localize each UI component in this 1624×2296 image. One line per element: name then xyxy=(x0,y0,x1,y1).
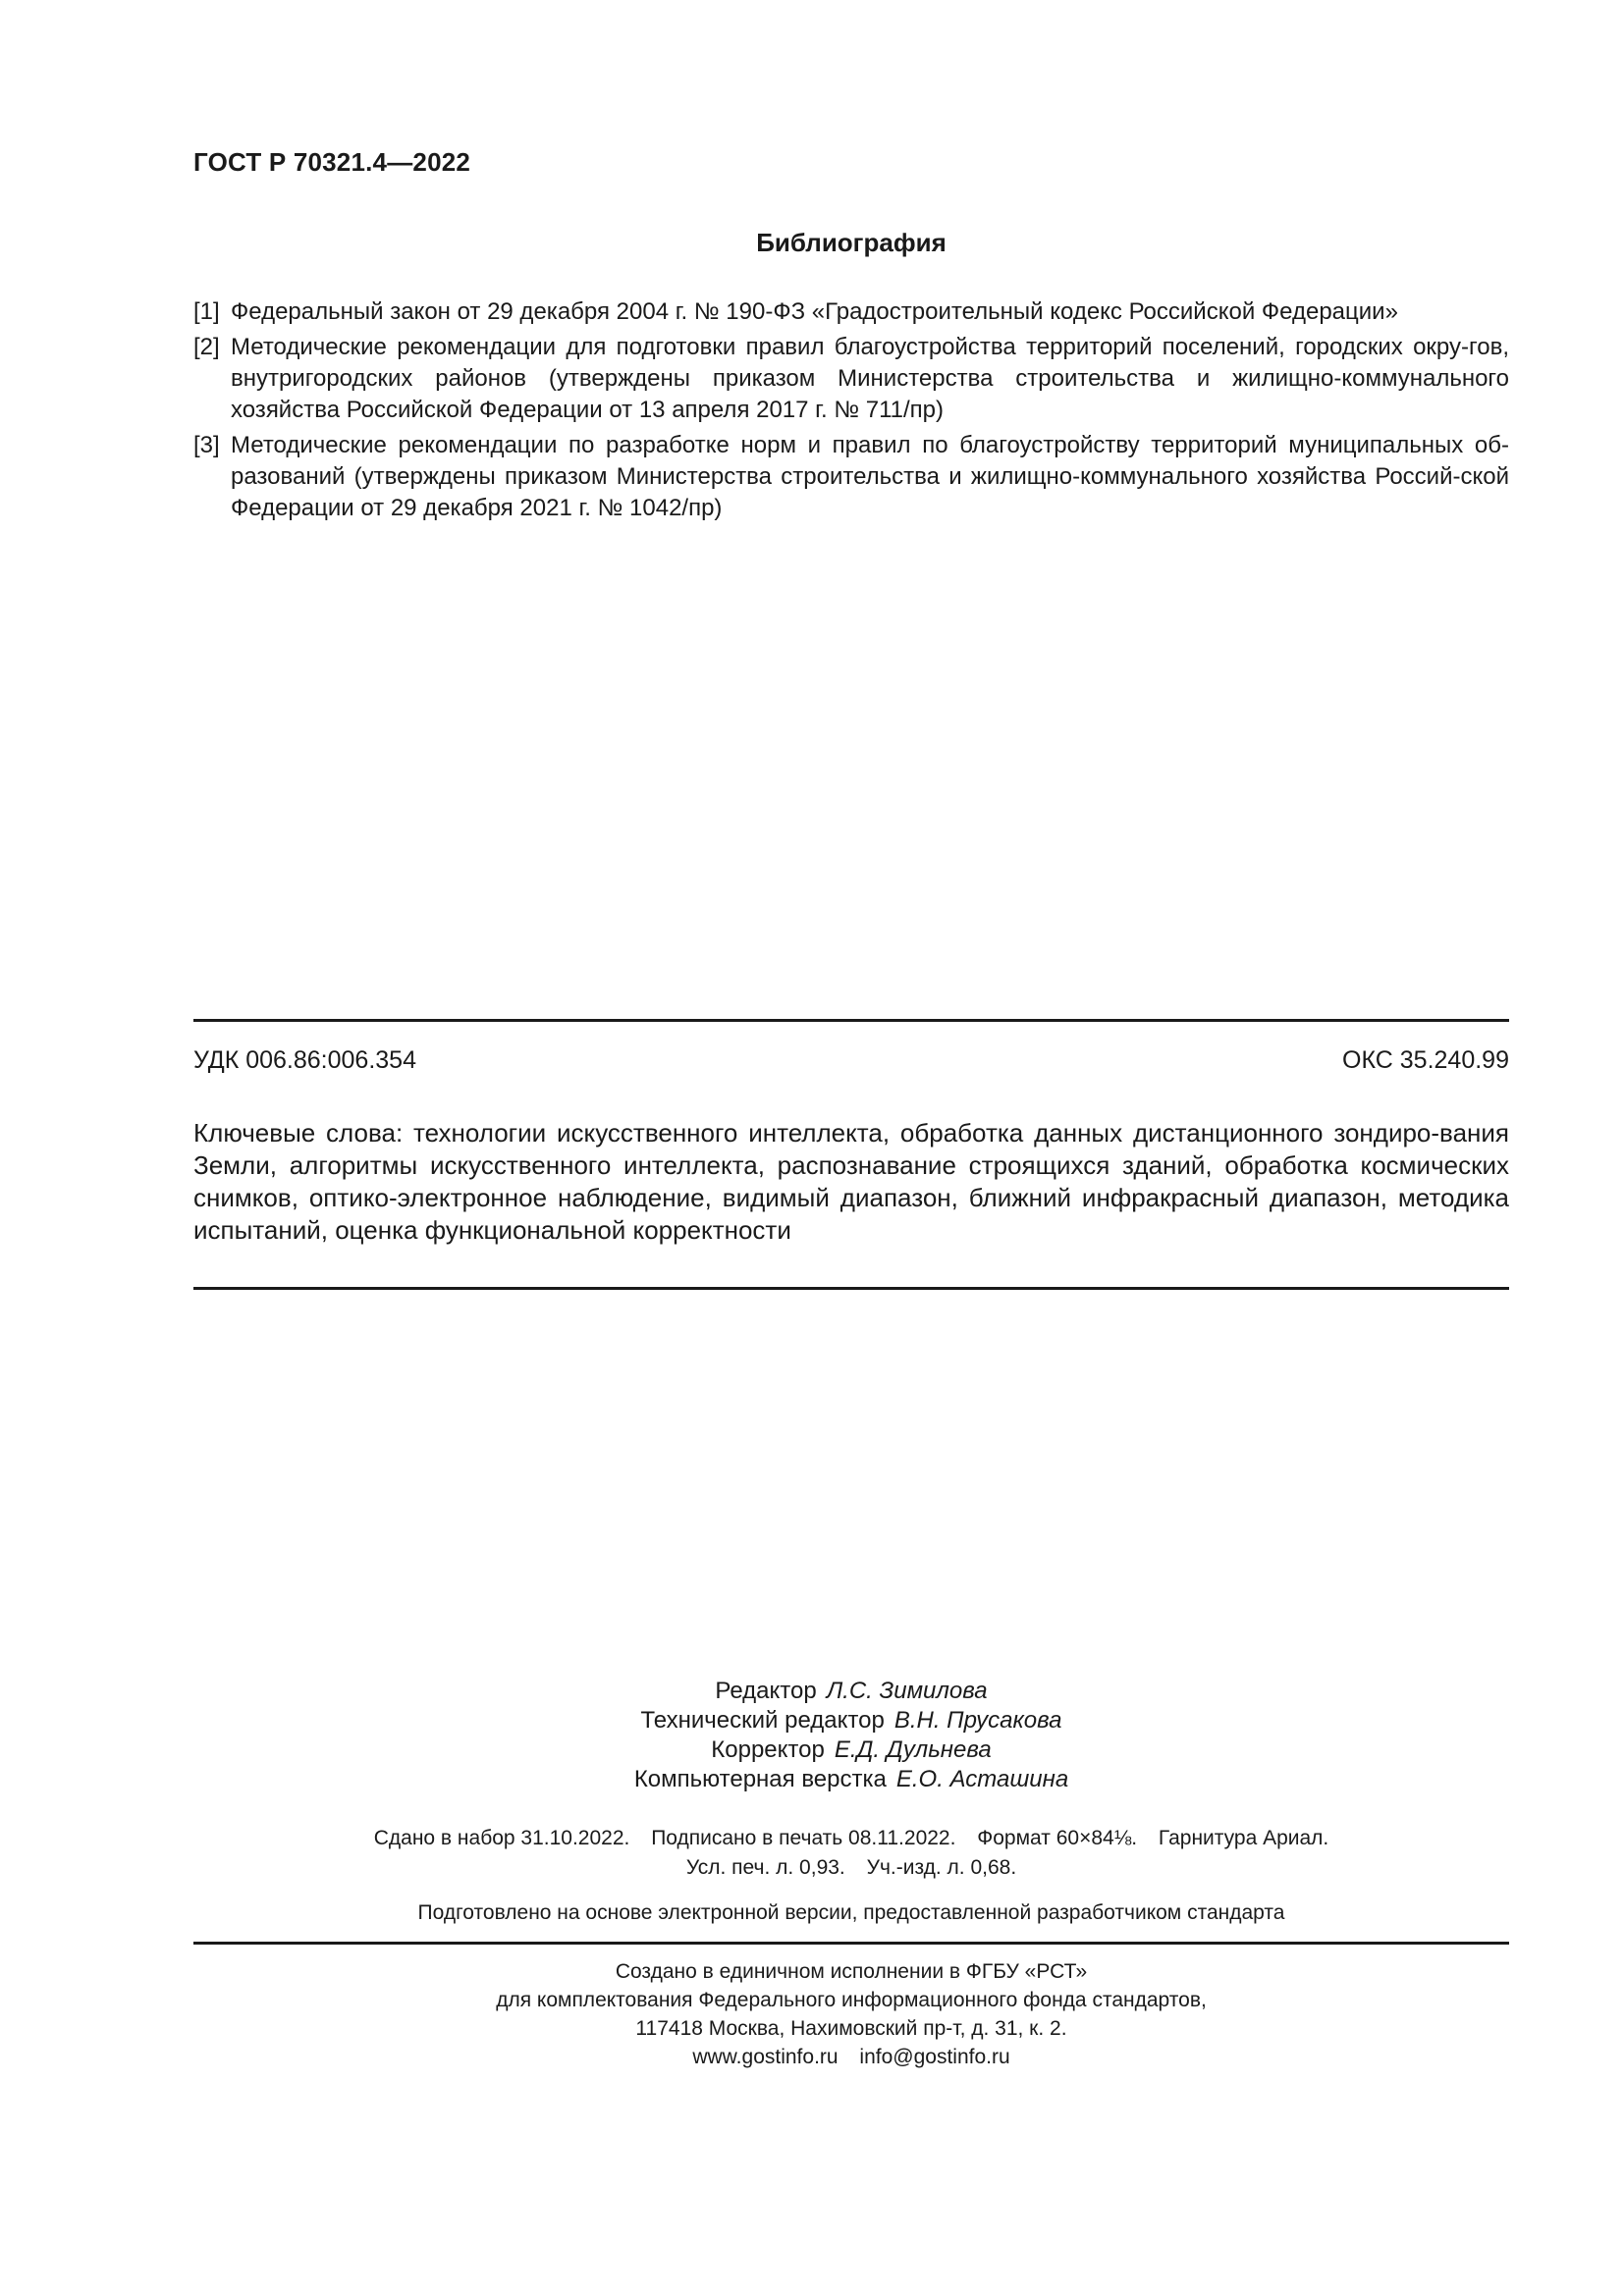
website-link[interactable]: www.gostinfo.ru xyxy=(692,2046,839,2068)
footer-line-3: 117418 Москва, Нахимовский пр-т, д. 31, к. 2. xyxy=(635,2017,1067,2040)
divider-top xyxy=(193,1019,1509,1022)
credit-person: Е.О. Асташина xyxy=(895,1766,1069,1792)
bibliography-title: Библиография xyxy=(756,228,947,257)
paper-format: Формат 60×84⅛. xyxy=(977,1827,1138,1849)
print-sheets: Усл. печ. л. 0,93. xyxy=(685,1856,845,1879)
footer-line-2: для комплектования Федерального информационного фонда стандартов, xyxy=(496,1989,1207,2011)
divider-keywords xyxy=(193,1287,1509,1290)
bibliography-item-text: Методические рекомендации для подготовки правил благоустройства территорий поселений, городских окру-гов, внутригородских районов (утверждены приказом Министерства строительства и жилищно-коммунального хозяйства Российской Федерации от 13 апреля 2017 г. № 711/пр) xyxy=(231,334,1509,423)
credit-row xyxy=(193,1706,1509,1735)
credit-role: Технический редактор xyxy=(640,1707,885,1734)
print-info xyxy=(193,1824,1509,1883)
credits-block xyxy=(193,1677,1509,1794)
typeset-date: Сдано в набор 31.10.2022. xyxy=(373,1827,630,1849)
udk-code: УДК 006.86:006.354 xyxy=(193,1046,416,1074)
signed-date: Подписано в печать 08.11.2022. xyxy=(651,1827,956,1849)
typeface: Гарнитура Ариал. xyxy=(1158,1827,1329,1849)
bibliography-item-number: [3] xyxy=(193,432,220,458)
email-link[interactable]: info@gostinfo.ru xyxy=(859,2046,1010,2068)
credit-person: Е.Д. Дульнева xyxy=(834,1736,992,1763)
bibliography-item-number: [2] xyxy=(193,334,220,360)
credit-role: Компьютерная верстка xyxy=(633,1766,887,1792)
credit-row xyxy=(193,1765,1509,1794)
bibliography-item xyxy=(193,296,1509,328)
credit-row xyxy=(193,1677,1509,1706)
edition-sheets: Уч.-изд. л. 0,68. xyxy=(866,1856,1017,1879)
print-info-line-2 xyxy=(193,1853,1509,1883)
credit-row xyxy=(193,1735,1509,1765)
credit-role: Корректор xyxy=(711,1736,825,1763)
print-info-line-1 xyxy=(193,1824,1509,1853)
bibliography-item xyxy=(193,430,1509,524)
credit-person: Л.С. Зимилова xyxy=(826,1678,988,1704)
keywords-paragraph: Ключевые слова: технологии искусственного интеллекта, обработка данных дистанционного зондиро-вания Земли, алгоритмы искусственного интеллекта, распознавание строящихся зданий, обработка космических снимков, оптико-электронное наблюдение, видимый диапазон, ближний инфракрасный диапазон, методика испытаний, оценка функциональной корректности xyxy=(193,1118,1509,1245)
bibliography-item-text: Федеральный закон от 29 декабря 2004 г. № 190-ФЗ «Градостроительный кодекс Российской Федерации» xyxy=(231,298,1398,325)
prepared-note: Подготовлено на основе электронной версии, предоставленной разработчиком стандарта xyxy=(417,1901,1285,1924)
footer-line-1: Создано в единичном исполнении в ФГБУ «РСТ» xyxy=(615,1960,1088,1983)
divider-footer xyxy=(193,1942,1509,1945)
footer-contacts xyxy=(193,2043,1509,2071)
publisher-footer xyxy=(193,1957,1509,2071)
document-code: ГОСТ Р 70321.4—2022 xyxy=(193,147,471,177)
credit-person: В.Н. Прусакова xyxy=(893,1707,1062,1734)
oks-code: ОКС 35.240.99 xyxy=(1342,1046,1509,1074)
bibliography-item-number: [1] xyxy=(193,298,220,325)
bibliography-item-text: Методические рекомендации по разработке норм и правил по благоустройству территорий муниципальных об-разований (утверждены приказом Министерства строительства и жилищно-коммунального хозяйства Россий-ской Федерации от 29 декабря 2021 г. № 1042/пр) xyxy=(231,432,1509,521)
credit-role: Редактор xyxy=(715,1678,817,1704)
bibliography-list xyxy=(193,296,1509,528)
bibliography-item xyxy=(193,332,1509,426)
